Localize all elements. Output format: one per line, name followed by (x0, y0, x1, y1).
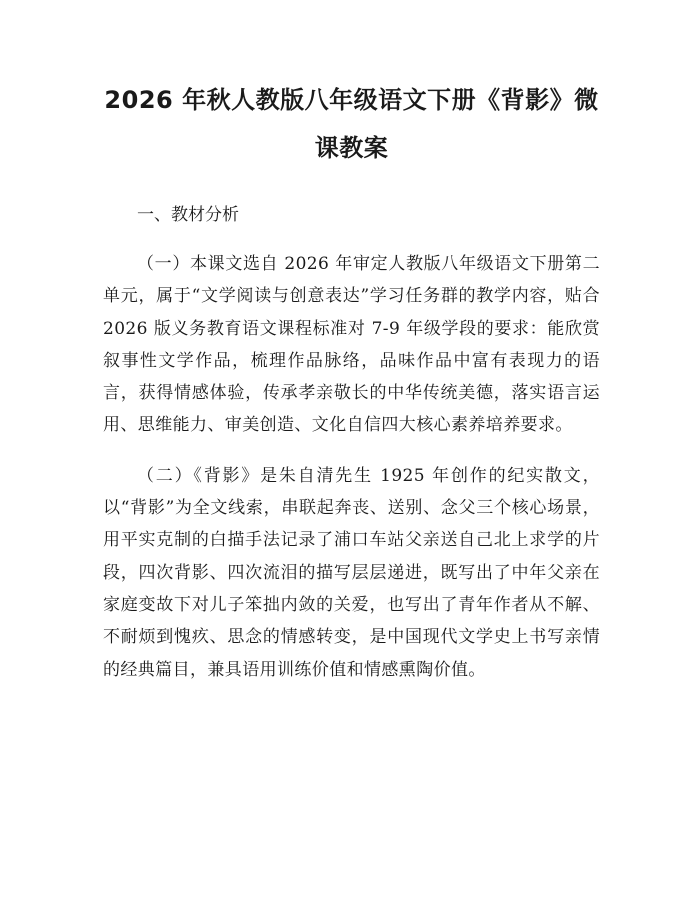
paragraph-1: （一）本课文选自 2026 年审定人教版八年级语文下册第二单元，属于“文学阅读与创意表达”学习任务群的教学内容，贴合 2026 版义务教育语文课程标准对 7-9 年级学段的要求：能欣赏叙事性文学作品，梳理作品脉络，品味作品中富有表现力的语言，获得情感体验，传承孝亲敬长的中华传统美德，落实语言运用、思维能力、审美创造、文化自信四大核心素养培养要求。 (103, 254, 600, 436)
document-title-line-1: 2026 年秋人教版八年级语文下册《背影》微 (104, 86, 599, 114)
section-heading-textbook-analysis: 一、教材分析 (137, 205, 239, 225)
document-title (103, 76, 600, 172)
document-title-line-2: 课教案 (314, 134, 389, 162)
paragraph-2: （二）《背影》是朱自清先生 1925 年创作的纪实散文，以“背影”为全文线索，串联起奔丧、送别、念父三个核心场景，用平实克制的白描手法记录了浦口车站父亲送自己北上求学的片段，四次背影、四次流泪的描写层层递进，既写出了中年父亲在家庭变故下对儿子笨拙内敛的关爱，也写出了青年作者从不解、不耐烦到愧疚、思念的情感转变，是中国现代文学史上书写亲情的经典篇目，兼具语用训练价值和情感熏陶价值。 (103, 465, 600, 680)
